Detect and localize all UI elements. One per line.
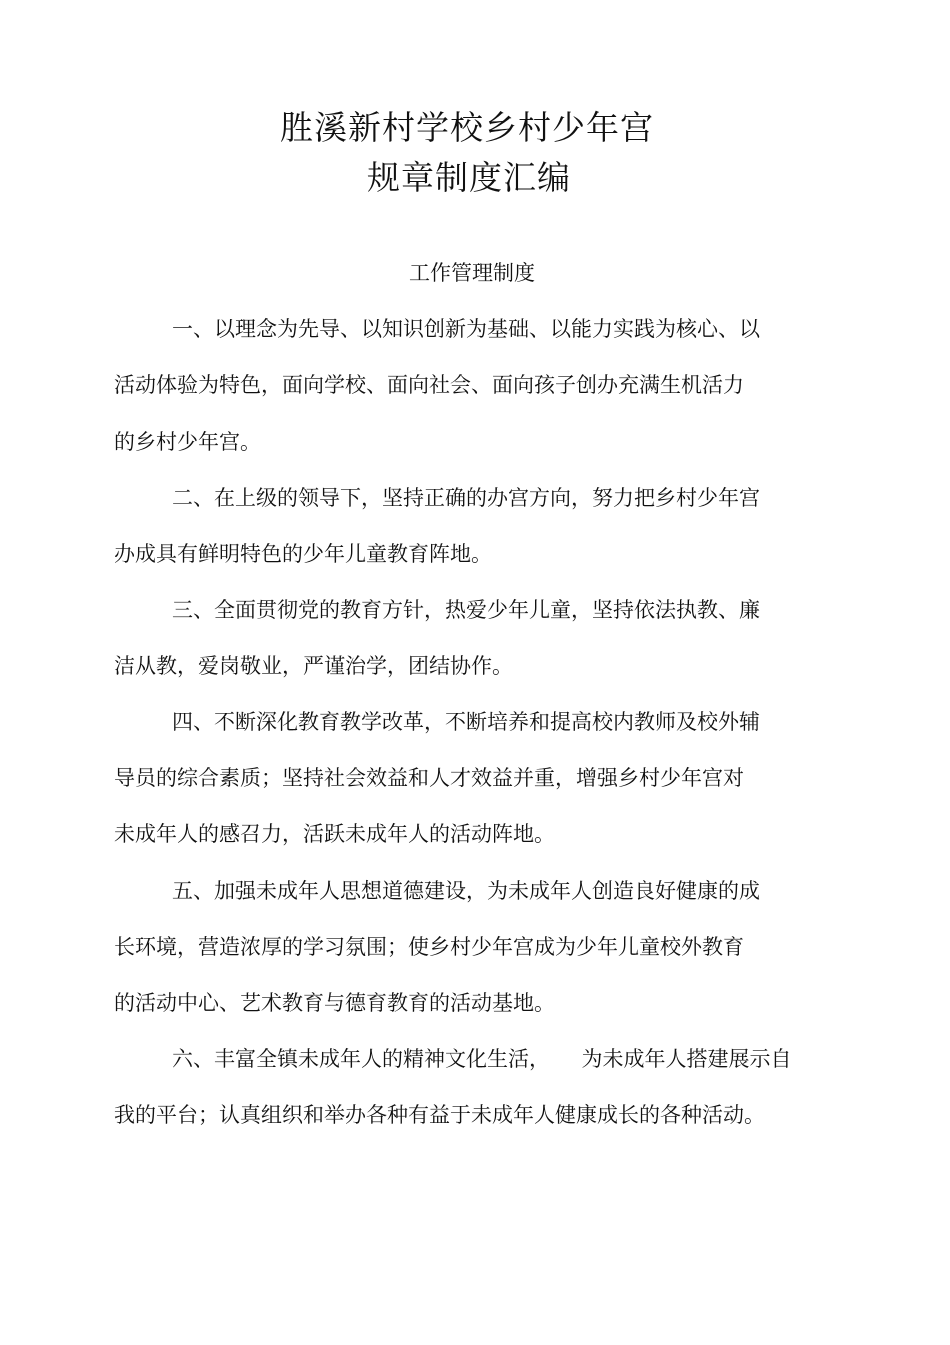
paragraph-3-line-2: 洁从教，爱岗敬业，严谨治学，团结协作。 bbox=[114, 654, 513, 678]
paragraph-4-line-3: 未成年人的感召力，活跃未成年人的活动阵地。 bbox=[114, 822, 555, 846]
paragraph-5-line-3: 的活动中心、艺术教育与德育教育的活动基地。 bbox=[114, 991, 555, 1015]
document-title-line-2: 规章制度汇编 bbox=[367, 158, 571, 197]
document-title-line-1: 胜溪新村学校乡村少年宫 bbox=[280, 108, 654, 147]
paragraph-2-line-2: 办成具有鲜明特色的少年儿童教育阵地。 bbox=[114, 542, 492, 566]
paragraph-4-line-1: 四、不断深化教育教学改革，不断培养和提高校内教师及校外辅 bbox=[172, 710, 760, 734]
paragraph-4-line-2: 导员的综合素质；坚持社会效益和人才效益并重，增强乡村少年宫对 bbox=[114, 766, 744, 790]
paragraph-6-line-1: 六、丰富全镇未成年人的精神文化生活， 为未成年人搭建展示自 bbox=[172, 1047, 792, 1071]
paragraph-6-line-2: 我的平台；认真组织和举办各种有益于未成年人健康成长的各种活动。 bbox=[114, 1103, 765, 1127]
paragraph-3-line-1: 三、全面贯彻党的教育方针，热爱少年儿童，坚持依法执教、廉 bbox=[172, 598, 760, 622]
paragraph-1-line-3: 的乡村少年宫。 bbox=[114, 430, 261, 454]
paragraph-2-line-1: 二、在上级的领导下，坚持正确的办宫方向，努力把乡村少年宫 bbox=[172, 486, 760, 510]
section-heading: 工作管理制度 bbox=[409, 261, 535, 285]
paragraph-1-line-2: 活动体验为特色，面向学校、面向社会、面向孩子创办充满生机活力 bbox=[114, 373, 744, 397]
paragraph-5-line-2: 长环境，营造浓厚的学习氛围；使乡村少年宫成为少年儿童校外教育 bbox=[114, 935, 744, 959]
paragraph-1-line-1: 一、以理念为先导、以知识创新为基础、以能力实践为核心、以 bbox=[172, 317, 760, 341]
paragraph-5-line-1: 五、加强未成年人思想道德建设，为未成年人创造良好健康的成 bbox=[172, 879, 760, 903]
